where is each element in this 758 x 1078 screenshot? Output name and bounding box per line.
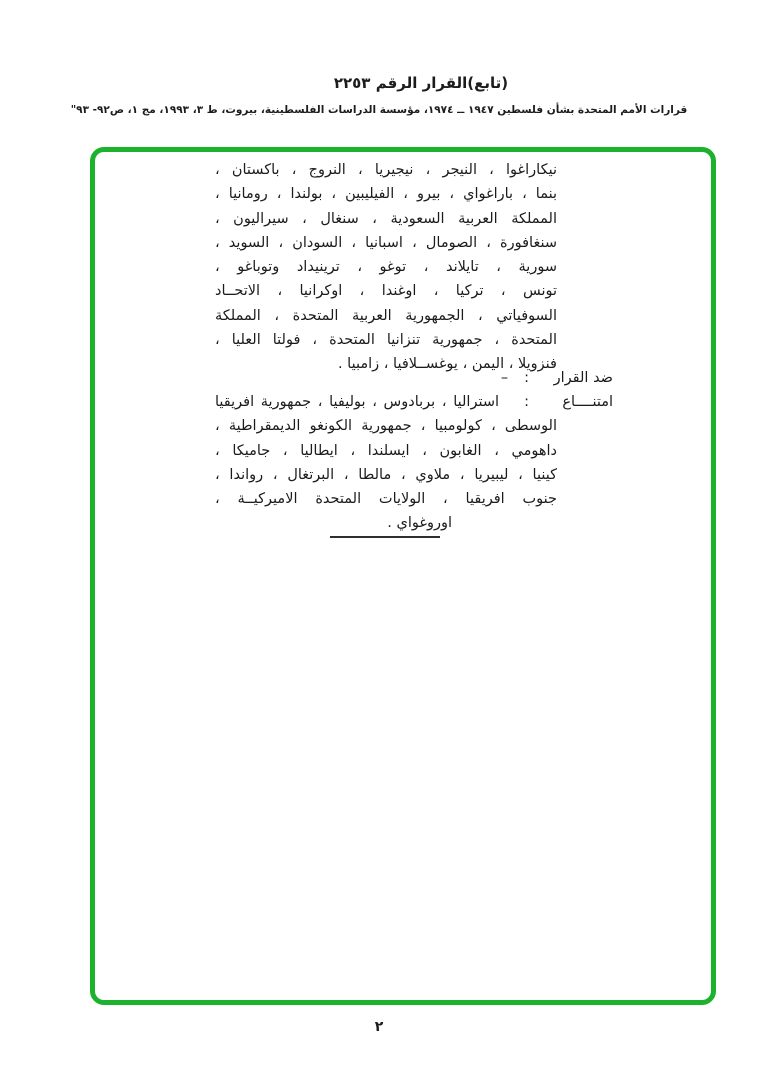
text-line: السوفياتي ، الجمهورية العربية المتحدة ، المملكة [215,307,557,324]
text-line: استراليا ، بربادوس ، بوليفيا ، جمهورية افريقيا [215,394,499,410]
in-favour-continuation-paragraph [215,158,557,377]
text-line: داهومي ، الغابون ، ايسلندا ، ايطاليا ، جاميكا ، [215,442,557,459]
text-line: فنزويلا ، اليمن ، يوغســلافيا ، زامبيا . [337,356,557,373]
text-line: نيكاراغوا ، النيجر ، نيجيريا ، النروج ، باكستان ، [215,162,557,178]
against-vote-row [501,366,613,390]
text-line: المتحدة ، جمهورية تنزانيا المتحدة ، فولتا العليا ، [215,332,557,349]
abstain-label: امتنــــاع [562,394,613,410]
text-line: كينيا ، ليبيريا ، ملاوي ، مالطا ، البرتغال ، رواندا ، [215,466,557,483]
text-line: الوسطى ، كولومبيا ، جمهورية الكونغو الديمقراطية ، [215,418,557,435]
text-line: سورية ، تايلاند ، توغو ، ترينيداد وتوباغو ، [215,259,557,276]
abstain-colon: : [524,394,529,410]
text-line: جنوب افريقيا ، الولايات المتحدة الاميركيــة ، [215,491,557,508]
against-colon: : [524,370,529,386]
text-line: اوروغواي . [387,515,452,532]
text-line: بنما ، باراغواي ، بيرو ، الفيليبين ، بولندا ، رومانيا ، [215,186,557,203]
text-line: المملكة العربية السعودية ، سنغال ، سيراليون ، [215,210,557,227]
section-divider-rule [330,536,440,538]
against-value: – [500,370,509,386]
text-line: تونس ، تركيا ، اوغندا ، اوكرانيا ، الاتحــاد [215,283,557,300]
against-label: ضد القرار [553,370,613,386]
abstain-countries-paragraph [215,390,557,536]
page-title: (تابع)القرار الرقم ٢٢٥٣ [333,74,509,92]
page-number: ٢ [374,1019,384,1035]
text-line: سنغافورة ، الصومال ، اسبانيا ، السودان ، السويد ، [215,234,557,251]
citation-line: قرارات الأمم المتحدة بشأن فلسطين ١٩٤٧ ــ ١٩٧٤، مؤسسة الدراسات الفلسطينية، بيروت، ط ٣، ١٩٩٣، مج ١، ص٩٢- ٩٣" [70,104,688,116]
